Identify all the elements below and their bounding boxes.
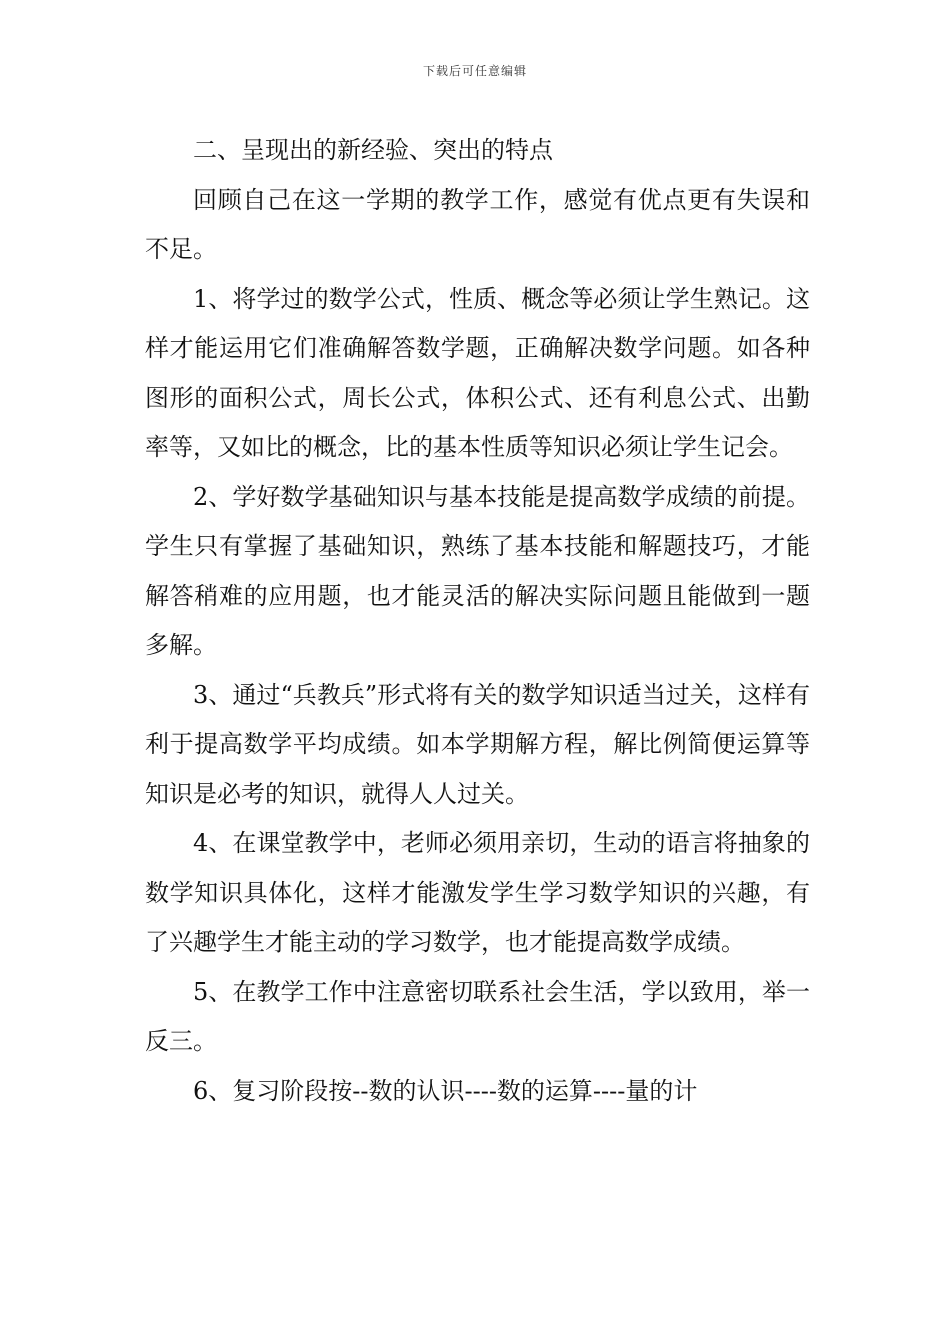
paragraph-item-1: 1、将学过的数学公式，性质、概念等必须让学生熟记。这样才能运用它们准确解答数学题，正确解决数学问题。如各种图形的面积公式，周长公式，体积公式、还有利息公式、出勤率等，又如比的概念，比的基本性质等知识必须让学生记会。 bbox=[145, 284, 810, 461]
paragraph-item-6: 6、复习阶段按--数的认识----数的运算----量的计 bbox=[193, 1076, 698, 1105]
paragraph-intro: 回顾自己在这一学期的教学工作，感觉有优点更有失误和不足。 bbox=[145, 185, 810, 263]
page-header: 下载后可任意编辑 bbox=[422, 64, 527, 78]
paragraph-item-2: 2、学好数学基础知识与基本技能是提高数学成绩的前提。学生只有掌握了基础知识，熟练了基本技能和解题技巧，才能解答稍难的应用题，也才能灵活的解决实际问题且能做到一题多解。 bbox=[145, 482, 810, 659]
paragraph-item-5: 5、在教学工作中注意密切联系社会生活，学以致用，举一反三。 bbox=[145, 977, 810, 1055]
section-heading: 二、呈现出的新经验、突出的特点 bbox=[193, 136, 553, 164]
paragraph-item-3: 3、通过“兵教兵”形式将有关的数学知识适当过关，这样有利于提高数学平均成绩。如本学期解方程，解比例简便运算等知识是必考的知识，就得人人过关。 bbox=[145, 680, 810, 808]
paragraph-item-4: 4、在课堂教学中，老师必须用亲切，生动的语言将抽象的数学知识具体化，这样才能激发学生学习数学知识的兴趣，有了兴趣学生才能主动的学习数学，也才能提高数学成绩。 bbox=[145, 829, 810, 956]
document-body bbox=[145, 126, 810, 1116]
